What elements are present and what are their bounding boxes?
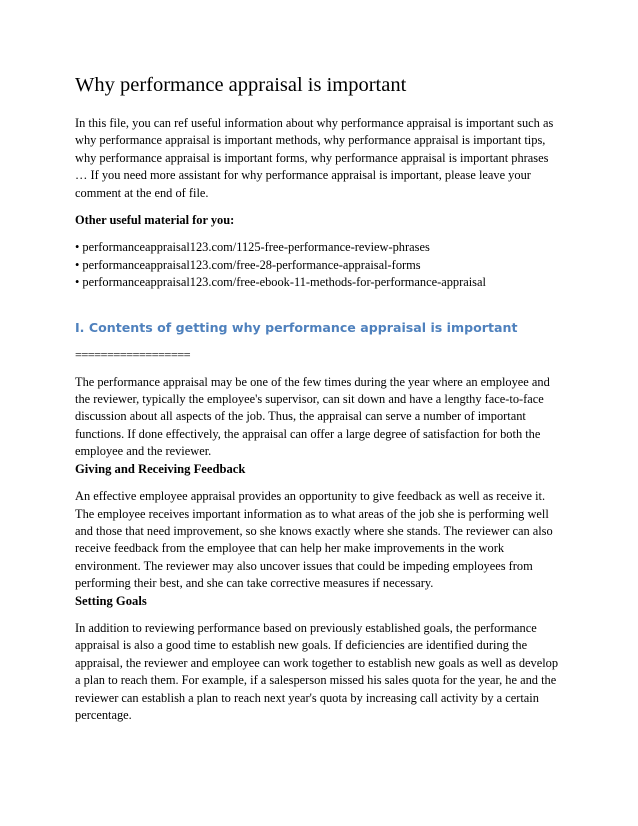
section-heading: I. Contents of getting why performance appraisal is important xyxy=(75,319,518,335)
subheading-feedback: Giving and Receiving Feedback xyxy=(75,461,246,476)
paragraph-line: The employee receives important information as to what areas of the job she is performing well xyxy=(75,506,549,521)
body-paragraph-1 xyxy=(75,374,565,461)
paragraph-line: appraisal, the reviewer and employee can work together to establish new goals as well as develop xyxy=(75,655,559,670)
paragraph-line: functions. If done effectively, the appraisal can offer a large degree of satisfaction for both the xyxy=(75,426,541,441)
other-material-heading: Other useful material for you: xyxy=(75,213,235,228)
spacer xyxy=(75,337,565,347)
paragraph-line: receive feedback from the employee that can help her make improvements in the work xyxy=(75,541,505,556)
subheading-goals: Setting Goals xyxy=(75,593,147,608)
useful-link[interactable]: • performanceappraisal123.com/free-ebook-11-methods-for-performance-appraisal xyxy=(75,275,486,290)
spacer xyxy=(75,610,565,620)
section-divider: ================== xyxy=(75,347,190,362)
useful-links-list xyxy=(75,239,565,291)
intro-line: … If you need more assistant for why performance appraisal is important, please leave your xyxy=(75,168,531,183)
paragraph-line: An effective employee appraisal provides an opportunity to give feedback as well as receive it. xyxy=(75,489,546,504)
intro-line: why performance appraisal is important methods, why performance appraisal is important tips, xyxy=(75,133,546,148)
body-paragraph-2 xyxy=(75,488,565,592)
paragraph-line: performing their best, and she can take corrective measures if necessary. xyxy=(75,576,434,591)
paragraph-line: In addition to reviewing performance based on previously established goals, the performance xyxy=(75,620,537,635)
document-title: Why performance appraisal is important xyxy=(75,74,407,96)
paragraph-line: reviewer can establish a plan to reach next year's quota by increasing call activity by a certain xyxy=(75,690,539,705)
spacer xyxy=(75,202,565,212)
spacer xyxy=(75,292,565,319)
intro-paragraph xyxy=(75,115,565,202)
paragraph-line: a plan to reach them. For example, if a salesperson missed his sales quota for the year, he and the xyxy=(75,673,557,688)
intro-line: In this file, you can ref useful information about why performance appraisal is important such as xyxy=(75,116,554,130)
document-page xyxy=(75,72,565,724)
paragraph-line: appraisal is also a good time to establish new goals. If deficiencies are identified during the xyxy=(75,638,528,653)
spacer xyxy=(75,364,565,374)
intro-line: why performance appraisal is important forms, why performance appraisal is important phrases xyxy=(75,150,549,165)
body-paragraph-3 xyxy=(75,620,565,724)
spacer xyxy=(75,478,565,488)
paragraph-line: environment. The reviewer may also uncover issues that could be impeding employees from xyxy=(75,558,533,573)
useful-link[interactable]: • performanceappraisal123.com/free-28-performance-appraisal-forms xyxy=(75,257,421,272)
useful-link[interactable]: • performanceappraisal123.com/1125-free-performance-review-phrases xyxy=(75,240,430,255)
paragraph-line: The performance appraisal may be one of the few times during the year where an employee and xyxy=(75,374,550,389)
spacer xyxy=(75,229,565,239)
paragraph-line: percentage. xyxy=(75,707,132,722)
intro-line: comment at the end of file. xyxy=(75,185,209,200)
paragraph-line: and those that need improvement, so she knows exactly where she stands. The reviewer can also xyxy=(75,523,553,538)
paragraph-line: employee and the reviewer. xyxy=(75,444,212,459)
paragraph-line: discussion about all aspects of the job. Thus, the appraisal can serve a number of important xyxy=(75,409,526,424)
paragraph-line: the reviewer, typically the employee's supervisor, can sit down and have a lengthy face-to-face xyxy=(75,392,544,407)
